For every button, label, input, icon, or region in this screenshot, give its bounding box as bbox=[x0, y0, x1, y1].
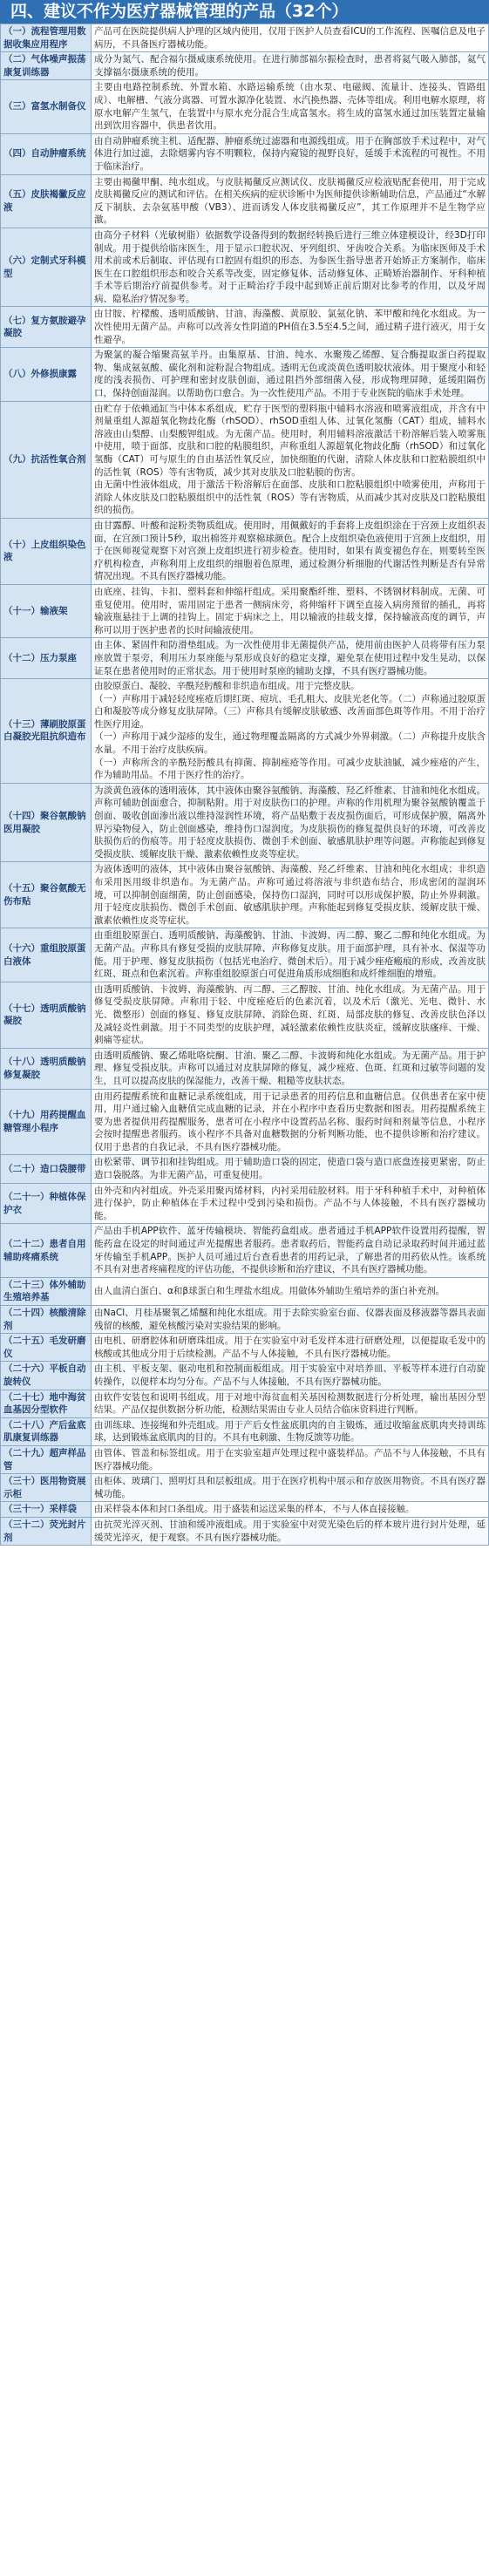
description-paragraph: 由抗荧光淬灭剂、甘油和缓冲液组成。用于实验室中对荧光染色后的样本玻片进行封片处理，延缓荧光淬灭，便于观察。不具有医疗器械功能。 bbox=[94, 1519, 486, 1543]
product-name: （十）上皮组织染色液 bbox=[1, 518, 92, 584]
product-name: （十八）透明质酸钠修复凝胶 bbox=[1, 1048, 92, 1089]
description-paragraph: 由外壳和内衬组成。外壳采用聚丙烯材料，内衬采用硅胶材料。用于牙科种植手术中，对种植体进行保护，防止种植体在手术过程中受到污染和损伤。产品不与人体接触，不具有医疗器械功能。 bbox=[94, 1185, 486, 1221]
product-name: （十七）透明质酸钠凝胶 bbox=[1, 982, 92, 1048]
product-row bbox=[1, 1048, 489, 1089]
product-description bbox=[92, 862, 489, 928]
product-row bbox=[1, 862, 489, 928]
product-description bbox=[92, 228, 489, 307]
description-paragraph: 由软件安装包和说明书组成。用于对地中海贫血相关基因检测数据进行分析处理，输出基因分型结果。产品仅提供数据分析功能，检测结果需由专业人员结合临床资料进行判断。 bbox=[94, 1391, 486, 1416]
product-description bbox=[92, 1474, 489, 1502]
product-row bbox=[1, 1183, 489, 1224]
description-paragraph: 为液体透明的液体，其中液体由聚谷氨酸钠、海藻酸、羟乙纤维素、甘油和纯化水组成；非织造布采用医用级非织造布。为无菌产品。声称可通过将溶液与非织造布结合，形成密闭的湿润环境，可以抑制创面细菌，防止创面感染，保持伤口湿润，同时可以形成保护膜，防止外界刺激。用于轻度皮肤损伤、微创手术创面、敏感肌肤护理。声称能起到修复受损皮肤、缓解皮肤干燥、激素依赖性皮炎等症状。 bbox=[94, 864, 486, 926]
description-paragraph: 为聚氯的凝合缩聚高氨羊丹。由集原基、甘油、纯水、水聚羧乙烯醇、复合酶提取蛋白药提取物、集成氨氨酸、碳化剂和淀粉混合物组成。透明无色或淡黄色透明胶状液体。用于聚度小和轻度的浅表损伤、可护理和密封皮肤创面，通过阻挡外部细菌入侵，形成物理屏障，延缓阻隔伤口，保持创面湿润。以帮助伤口愈合。为一次性使用产品。不用于专业医院的临床手术处理。 bbox=[94, 350, 486, 399]
description-paragraph: 由透明质酸钠、卡波姆、海藻酸钠、丙二醇、三乙醇胺、甘油、纯化水组成。为无菌产品。用于修复受损皮肤屏障。声称用于轻、中度痤疮后的色素沉着，以及术后（激光、光电、微针、水光、微整形）创面的修复、修复皮肤屏障、消除色斑、红斑、局部皮肤的修复、改善皮肤色泽以及减轻炎性刺激。用于不同类型的皮肤护理，减轻激素依赖性皮肤炎症，缓解皮肤瘙痒、干燥、刺痛等症状。 bbox=[94, 983, 486, 1046]
product-name: （十三）薄刷胶原蛋白凝胶光阻抗织造布 bbox=[1, 679, 92, 784]
product-description bbox=[92, 1155, 489, 1183]
description-paragraph: 由训练球、连接绳和外壳组成。用于产后女性盆底肌肉的自主锻炼，通过收缩盆底肌肉夹持训练球，达到锻炼盆底肌肉的目的。不具有电刺激、生物反馈等功能。 bbox=[94, 1419, 486, 1444]
product-name: （二十二）患者自用辅助疼痛系统 bbox=[1, 1224, 92, 1277]
description-paragraph: 由无菌中性液体组成，用于激活干粉溶解后在面部、皮肤和口腔粘膜组织中喷雾使用，声称用于消除人体皮肤及口腔粘膜组织中的活性氧（ROS）等有害物质，从而减少其对皮肤及口腔粘膜组织的损伤。 bbox=[94, 479, 486, 516]
product-row bbox=[1, 1517, 489, 1545]
product-description bbox=[92, 679, 489, 784]
description-paragraph: 由电机、研磨腔体和研磨珠组成。用于在实验室中对毛发样本进行研磨处理，以便提取毛发中的核酸或其他成分用于后续检测。产品不与人体接触，不具有医疗器械功能。 bbox=[94, 1336, 486, 1359]
product-description bbox=[92, 1224, 489, 1277]
product-description bbox=[92, 1089, 489, 1155]
product-row bbox=[1, 928, 489, 982]
product-name: （十五）聚谷氨酸无伤布贴 bbox=[1, 862, 92, 928]
description-paragraph: 主要由褐黴甲酮、纯水组成。与皮肤褐黴反应测试仪、皮肤褐黴反应检液贴配套使用，用于完成皮肤褐黴反应的测试和评估。在相关疾病的症状诊断中为医师提供诊断辅助信息，产品通过“水解反下制肤、去杂氨基甲酸（VB3）、进而诱发人体皮肤褐黴反应”，其工作原理并不是生物学应激。 bbox=[94, 176, 486, 226]
description-paragraph: 由采样袋本体和封口条组成。用于盛装和运送采集的样本，不与人体直接接触。 bbox=[94, 1504, 415, 1515]
product-description bbox=[92, 1445, 489, 1473]
product-name: （十九）用药提醒血糖管理小程序 bbox=[1, 1089, 92, 1155]
product-row bbox=[1, 783, 489, 862]
product-row bbox=[1, 401, 489, 518]
product-description bbox=[92, 638, 489, 679]
description-paragraph: 为淡黄色液体的透明液体，其中液体由聚谷氨酸钠、海藻酸、羟乙纤维素、甘油和纯化水组成。声称可辅助创面愈合，抑制粘附。用于对皮肤伤口的护理。声称的作用机理为聚谷氨酸钠覆盖于创面、吸收创面渗出液以维持湿润性环境，将产品贴敷于表皮损伤面后，可形成保护膜，隔离外界污染物侵入，防止创面感染，维持伤口湿润度。为皮肤损伤的修复提供良好的环境，可改善皮肤损伤后的伤痕等。用于轻度皮肤损伤、微创手术创面、敏感肌肤护理等问题。声称能起到修复受损皮肤、缓解皮肤干燥、激素依赖性皮炎等症状。 bbox=[94, 785, 486, 860]
product-row bbox=[1, 1445, 489, 1473]
product-row bbox=[1, 348, 489, 401]
description-paragraph: 由主机、平板支架、驱动电机和控制面板组成。用于实验室中对培养皿、平板等样本进行自动旋转操作，以便样本均匀分布。产品不与人体接触，不具有医疗器械功能。 bbox=[94, 1363, 486, 1387]
product-name: （二十七）地中海贫血基因分型软件 bbox=[1, 1390, 92, 1417]
product-table bbox=[0, 24, 489, 1546]
product-description bbox=[92, 174, 489, 228]
product-name: （二十）造口袋腰带 bbox=[1, 1155, 92, 1183]
product-name: （三十）医用物资展示柜 bbox=[1, 1474, 92, 1502]
product-row bbox=[1, 133, 489, 174]
product-description bbox=[92, 1334, 489, 1362]
description-paragraph: 由NaCl、月桂基聚氧乙烯醚和纯化水组成。用于去除实验室台面、仪器表面及移液器等器具表面残留的核酸，避免核酸污染对实验结果的影响。 bbox=[94, 1308, 486, 1331]
product-description bbox=[92, 1517, 489, 1545]
description-paragraph: 由自动肿瘤系统主机、适配器、肿瘤系统过滤器和电源线组成。用于在胸部放手术过程中，对气体进行加过滤，去除烟雾内容不明颗粒，保持内窥镜的视野良好，延缓手术流程的可视性。不用于临床治疗。 bbox=[94, 135, 486, 172]
product-table-body bbox=[1, 24, 489, 1546]
product-name: （九）抗活性氧合剂 bbox=[1, 401, 92, 518]
product-row bbox=[1, 1502, 489, 1518]
product-name: （十一）输液架 bbox=[1, 584, 92, 637]
product-row bbox=[1, 174, 489, 228]
product-description bbox=[92, 1362, 489, 1390]
product-name: （三十一）采样袋 bbox=[1, 1502, 92, 1518]
product-description bbox=[92, 133, 489, 174]
product-row bbox=[1, 1334, 489, 1362]
product-description bbox=[92, 1183, 489, 1224]
product-name: （七）复方氨胺避孕凝胶 bbox=[1, 307, 92, 348]
product-description bbox=[92, 401, 489, 518]
product-name: （三十二）荧光封片剂 bbox=[1, 1517, 92, 1545]
product-description bbox=[92, 928, 489, 982]
description-paragraph: 产品可在医院提供病人护理的区域内使用，仅用于医护人员查看ICU的工作流程、医嘱信息及电子病历，不具备医疗器械功能。 bbox=[94, 26, 486, 50]
product-description bbox=[92, 783, 489, 862]
product-name: （五）皮肤褐黴反应液 bbox=[1, 174, 92, 228]
description-paragraph: 由管体、管盖和标签组成。用于在实验室超声处理过程中盛装样品。产品不与人体接触，不具有医疗器械功能。 bbox=[94, 1447, 486, 1472]
description-paragraph: 成分为氮气、配合福尔摄威康系统使用。在进行肺部福尔振检查时，患者将氦气吸入肺部，氦气支撑福尔摄康系统的使用。 bbox=[94, 54, 486, 78]
product-description bbox=[92, 584, 489, 637]
description-paragraph: （一）声称用于减少湿疹的发生，通过物理覆盖隔离的方式减少外界刺激。（二）声称提升皮肤含水量。不用于治疗皮肤疾病。 bbox=[94, 731, 486, 756]
description-paragraph: 由主体、紧固件和防滑垫组成。为一次性使用非无菌提供产品，使用前由医护人员将带有压力泵座放置于泵旁，利用压力泵座能与泵形成良好的稳定支撑，避免泵在使用过程中发生晃动，以保证泵在患者使用时的正常状态。用于使用时泵座的辅助支撑，不具有医疗器械功能。 bbox=[94, 640, 486, 676]
product-description bbox=[92, 1048, 489, 1089]
description-paragraph: 由高分子材料（光敏树脂）依据数学设备得到的数据经转换后进行三维立体建模设计，经3D打印制成。用于提供给临床医生，用于显示口腔状况、牙列组织、牙齿咬合关系。为临床医师及手术用术前或术后制取、评估现有口腔固有组织的形态、为参医生指导患者开始矫正方案制作，临床医生在口腔组织形态和咬合关系等改变，固定修复体、活动修复体、正畸矫治器制作、牙科种植手术等后期治疗前提供参考。对于正畸治疗手段中起到矫正前后期对比参考的作用，以及牙周病、隐私治疗情况参考。 bbox=[94, 229, 486, 304]
product-description bbox=[92, 307, 489, 348]
product-row bbox=[1, 1155, 489, 1183]
description-paragraph: 由贮存于依赖通缸当中体本系组成，贮存于医型的塑料瓶中辅料水溶液和喷雾液组成，并含有中剂量重组人源超氧化物歧化酶（rhSOD）、rhSOD重组人体、过氧化氢酶（CAT）组成，辅料水溶液由山梨醇、山梨酸钾组成。为无菌产品。使用时，利用辅料溶液激活干粉溶解后装入喷雾瓶中使用，喷于面部、皮肤和口腔的粘膜组织，声称重组人源超氧化物歧化酶（rhSOD）和过氧化氢酶（CAT）可与原生的自由基活性氧反应，加快细胞的代谢，清除人体皮肤和口腔粘膜组织中的活性氧（ROS）等有害物质，减少其对皮肤及口腔粘膜的伤害。 bbox=[94, 403, 486, 478]
product-row bbox=[1, 638, 489, 679]
description-paragraph: 由用药提醒系统和血糖记录系统组成，用于记录患者的用药信息和血糖信息。仅供患者在家中使用，用户通过输入血糖值完成血糖的记录，并在小程序中查看历史数据和图表。用药提醒系统主要为患者提供用药提醒服务，患者可在小程序中设置药品名称、服药时间和剂量等信息，小程序会按时提醒患者服药。该小程序不具备对血糖数据的分析判断功能，也不提供诊断和治疗建议。仅用于患者的自我记录，不具有医疗器械功能。 bbox=[94, 1091, 486, 1152]
description-paragraph: 由柜体、玻璃门、照明灯具和层板组成。用于在医疗机构中展示和存放医用物资。不具有医疗器械功能。 bbox=[94, 1476, 486, 1499]
product-row bbox=[1, 982, 489, 1048]
product-name: （二十八）产后盆底肌康复训练器 bbox=[1, 1417, 92, 1445]
product-row bbox=[1, 1390, 489, 1417]
product-description bbox=[92, 1390, 489, 1417]
product-description bbox=[92, 348, 489, 401]
description-paragraph: （一）声称所含的辛酰羟肟酸具有抑菌、抑制痤疮等作用。可减少皮肤油腻，减少痤疮的产生，作为辅助用品。不用于医疗性的治疗。 bbox=[94, 757, 486, 781]
description-paragraph: 由透明质酸钠、聚乙烯吡咯烷酮、甘油、聚乙二醇、卡波姆和纯化水组成。为无菌产品。用于护理、修复受损皮肤。声称可以通过对皮肤屏障的修复，减少痤疮、色斑、红斑和过敏等问题的发生，且可以提高皮肤的保湿能力，改善干燥、粗糙等皮肤状态。 bbox=[94, 1050, 486, 1086]
description-paragraph: 由重组胶原蛋白、透明质酸钠、海藻酸钠、甘油、卡波姆、丙二醇、聚乙二醇和纯化水组成。为无菌产品。声称具有修复受损的皮肤屏障、声称修复皮肤。用于面部护理，具有补水、保湿等功能。用于护理、修复皮肤损伤（包括光电治疗、微创术后）。用于减少痤疮瘢痕的形成，改善皮肤红斑、斑点和色素沉着。声称重组胶原蛋白可促进角质形成细胞和成纤维细胞的增殖。 bbox=[94, 930, 486, 980]
product-row bbox=[1, 1224, 489, 1277]
product-name: （八）外修损康露 bbox=[1, 348, 92, 401]
product-description bbox=[92, 24, 489, 52]
product-name: （二十五）毛发研磨仪 bbox=[1, 1334, 92, 1362]
description-paragraph: 由胶原蛋白、凝胶、辛酰羟肟酸和非织造布组成。用于完整皮肤。 bbox=[94, 681, 360, 692]
product-row bbox=[1, 679, 489, 784]
product-row bbox=[1, 1362, 489, 1390]
product-row bbox=[1, 518, 489, 584]
product-name: （四）自动肿瘤系统 bbox=[1, 133, 92, 174]
description-paragraph: 由底座、挂钩、卡扣、塑料套和伸缩杆组成。采用聚酯纤维、塑料、不锈钢材料制成。无菌、可重复使用。使用时，需用固定于患者一侧病床旁，将伸缩杆下调至直接入病房预留的插孔，再将输液瓶悬挂于上调的挂钩上。固定于病床之上，用以输液的挂载支撑，保持输液高度的调节，声称可以用于医护患者的长时间输液使用。 bbox=[94, 586, 486, 636]
product-description bbox=[92, 80, 489, 133]
product-name: （十四）聚谷氨酸钠医用凝胶 bbox=[1, 783, 92, 862]
product-row bbox=[1, 1306, 489, 1334]
product-row bbox=[1, 1417, 489, 1445]
product-name: （十二）压力泵座 bbox=[1, 638, 92, 679]
description-paragraph: 产品由手机APP软件、蓝牙传输模块、智能药盒组成。患者通过手机APP软件设置用药提醒，智能药盒在设定的时间通过声光提醒患者服药。患者取药后，智能药盒自动记录取药时间并通过蓝牙传输至手机APP。医护人员可通过后台查看患者的用药记录，了解患者的用药依从性。该系统不具有对患者疼痛程度的评估功能，不提供诊断和治疗建议，不具有医疗器械功能。 bbox=[94, 1226, 486, 1275]
product-name: （二）气体噪声振荡康复训练器 bbox=[1, 52, 92, 80]
product-row bbox=[1, 228, 489, 307]
product-name: （二十三）体外辅助生殖培养基 bbox=[1, 1277, 92, 1305]
product-description bbox=[92, 52, 489, 80]
product-row bbox=[1, 52, 489, 80]
product-name: （十六）重组胶原蛋白液体 bbox=[1, 928, 92, 982]
product-row bbox=[1, 1474, 489, 1502]
product-description bbox=[92, 1502, 489, 1518]
product-row bbox=[1, 80, 489, 133]
product-name: （二十九）超声样品管 bbox=[1, 1445, 92, 1473]
product-name: （二十六）平板自动旋转仪 bbox=[1, 1362, 92, 1390]
product-description bbox=[92, 1306, 489, 1334]
description-paragraph: 由甘露醇、叶酸和淀粉类物质组成。使用时，用佩戴好的手套将上皮组织涂在于宫颈上皮组织表面，在宫颈口预计5秒，取出棉签并观察棉球颜色。配合上皮组织染色液使用于宫颈上皮组织，用于在医师视觉观察下对宫颈上皮组织进行初步检查。使用时，如果有黄变褪色存在，则要转至医疗机构检查，声称利用上皮组织的细胞着色原理，通过检测分析细胞的代谢活性判断是否有异常情况出现。不具有医疗器械功能。 bbox=[94, 520, 486, 582]
product-row bbox=[1, 307, 489, 348]
product-row bbox=[1, 584, 489, 637]
product-row bbox=[1, 24, 489, 52]
description-paragraph: 由人血清白蛋白、α和β球蛋白和生理盐水组成。用做体外辅助生殖培养的蛋白补充剂。 bbox=[94, 1286, 445, 1297]
description-paragraph: 主要由电路控制系统、外置水箱、水路运输系统（由水泵、电磁阀、流量计、连接头、管路组成）、电解槽、气液分离器、可置水源净化装置、水汽换热器、壳体等组成。利用电解水原理，将原水电解产生氢气，在装置中与原水充分混合生成富氢水。将生成的富氢水通过加压装置定量输出到饮用容器中，供患者饮用。 bbox=[94, 82, 486, 132]
product-description bbox=[92, 982, 489, 1048]
description-paragraph: 由松紧带、调节扣和挂钩组成。用于辅助造口袋的固定，使造口袋与造口底盘连接更紧密，防止造口袋脱落。为非无菌产品，可重复使用。 bbox=[94, 1157, 486, 1181]
product-name: （二十四）核酸清除剂 bbox=[1, 1306, 92, 1334]
product-name: （二十一）种植体保护衣 bbox=[1, 1183, 92, 1224]
product-name: （六）定制式牙科模型 bbox=[1, 228, 92, 307]
product-name: （一）流程管理用数据收集应用程序 bbox=[1, 24, 92, 52]
product-description bbox=[92, 1417, 489, 1445]
product-description bbox=[92, 518, 489, 584]
product-name: （三）富氢水制备仪 bbox=[1, 80, 92, 133]
product-description bbox=[92, 1277, 489, 1305]
description-paragraph: 由甘胺、柠檬酸、透明质酸钠、甘油、海藻酸、黄原胶、氯氨化钠、苯甲酸和纯化水组成。为一次性使用无菌产品。声称可以改善女性阴道的PH值在3.5至4.5之间，通过精子进行液灭，用于女性避孕。 bbox=[94, 309, 486, 345]
product-row bbox=[1, 1089, 489, 1155]
description-paragraph: （一）声称用于减轻轻度痤疮后期红斑、痘坑、毛孔粗大、皮肤光老化等。（二）声称通过胶原蛋白和凝胶等成分修复皮肤屏障。（三）声称具有缓解皮肤敏感、改善面部色斑等作用。不用于治疗性医疗用途。 bbox=[94, 693, 486, 730]
section-title: 四、建议不作为医疗器械管理的产品（32个） bbox=[10, 2, 349, 21]
section-header bbox=[0, 0, 489, 24]
product-row bbox=[1, 1277, 489, 1305]
